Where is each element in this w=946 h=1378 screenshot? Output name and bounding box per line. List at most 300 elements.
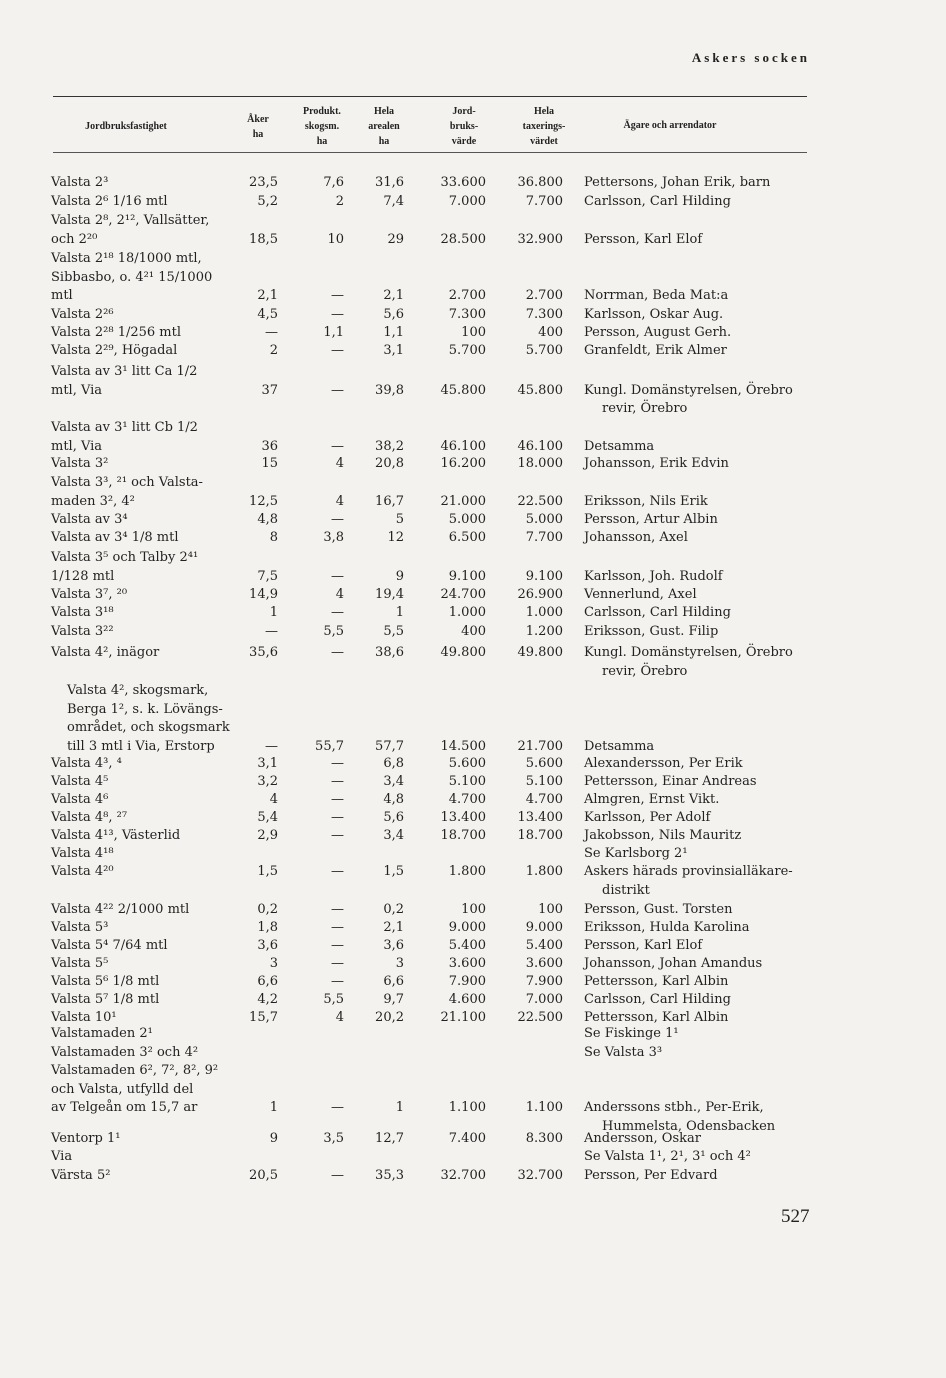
property-name-line: Valsta 2³ — [51, 175, 109, 190]
aker-value: 12,5 — [249, 493, 278, 509]
aker-value: 15,7 — [249, 1010, 278, 1025]
owner-name-line: Pettersson, Karl Albin — [584, 974, 729, 989]
skogsmark-value: — — [331, 1168, 344, 1183]
property-name-line: 1/128 mtl — [51, 568, 115, 584]
total-area-value: 1 — [395, 1100, 404, 1115]
aker-value: 3,6 — [257, 938, 278, 953]
property-name-line: Valsta 2²⁹, Högadal — [51, 343, 178, 358]
property-name — [51, 604, 239, 623]
property-name — [51, 1062, 239, 1118]
property-name — [51, 901, 239, 920]
skogsmark-value: — — [331, 382, 344, 398]
owner-name-line: Askers härads provinsialläkare- — [584, 864, 793, 879]
aker-value: 3 — [269, 956, 278, 971]
owner-name-line: Eriksson, Gust. Filip — [584, 624, 719, 639]
total-area-value: 38,2 — [375, 438, 404, 454]
skogsmark-value: — — [331, 645, 344, 660]
owner-name — [584, 738, 824, 757]
owner-name-line: Karlsson, Oskar Aug. — [584, 307, 724, 322]
total-area-value: 6,8 — [383, 756, 404, 771]
jordbruksvarde-value: 49.800 — [440, 645, 486, 660]
aker-value: 1 — [269, 1100, 278, 1115]
total-area-value: 7,4 — [383, 194, 404, 209]
property-name — [51, 1130, 239, 1149]
jordbruksvarde-value: 7.000 — [448, 194, 486, 209]
owner-name-line: Se Valsta 1¹, 2¹, 3¹ och 4² — [584, 1149, 751, 1164]
property-name-line: Valsta 3³, ²¹ och Valsta- — [51, 475, 203, 490]
aker-value: 2 — [269, 343, 278, 358]
jordbruksvarde-value: 4.700 — [448, 792, 486, 807]
skogsmark-value: — — [331, 920, 344, 935]
total-area-value: 9,7 — [383, 992, 404, 1007]
property-name-line: Valsta 4³, ⁴ — [51, 756, 122, 771]
owner-name — [584, 493, 824, 512]
property-name-line: Via — [51, 1149, 73, 1164]
total-area-value: 57,7 — [375, 738, 404, 754]
taxeringsvarde-value: 22.500 — [517, 493, 563, 509]
aker-value: 1,5 — [257, 864, 278, 879]
property-name — [51, 455, 239, 474]
jordbruksvarde-value: 14.500 — [440, 738, 486, 754]
property-name-line: Valsta 5⁷ 1/8 mtl — [51, 992, 160, 1007]
property-name-line: Valsta 5⁴ 7/64 mtl — [51, 938, 168, 953]
jordbruksvarde-value: 2.700 — [448, 288, 486, 303]
skogsmark-value: 5,5 — [323, 624, 344, 639]
owner-name — [584, 193, 824, 212]
property-name-line: Valsta 4²² 2/1000 mtl — [51, 902, 190, 917]
aker-value: — — [265, 738, 278, 754]
taxeringsvarde-value: 9.000 — [525, 920, 563, 935]
property-name — [51, 955, 239, 974]
jordbruksvarde-value: 21.000 — [440, 493, 486, 509]
property-name-line: Valsta 4¹⁸ — [51, 846, 114, 861]
taxeringsvarde-value: 3.600 — [525, 956, 563, 971]
jordbruksvarde-value: 21.100 — [440, 1010, 486, 1025]
owner-name — [584, 529, 824, 548]
taxeringsvarde-value: 2.700 — [525, 288, 563, 303]
property-name-line: Värsta 5² — [51, 1168, 111, 1183]
owner-name-line: Karlsson, Joh. Rudolf — [584, 568, 723, 584]
property-name-line: Valsta 2⁸, 2¹², Vallsätter, — [51, 213, 210, 228]
property-name — [51, 1148, 239, 1167]
property-name-line: och Valsta, utfylld del — [51, 1081, 194, 1097]
owner-name — [584, 827, 824, 846]
jordbruksvarde-value: 5.400 — [448, 938, 486, 953]
property-name-line: Valsta 4², inägor — [51, 645, 160, 660]
aker-value: 20,5 — [249, 1168, 278, 1183]
property-name-line: Valstamaden 6², 7², 8², 9² — [51, 1063, 219, 1078]
property-name-line: Valsta 4⁵ — [51, 774, 109, 789]
owner-name-line: Se Karlsborg 2¹ — [584, 846, 688, 861]
taxeringsvarde-value: 7.900 — [525, 974, 563, 989]
owner-name-line: revir, Örebro — [602, 663, 688, 679]
taxeringsvarde-value: 5.100 — [525, 774, 563, 789]
jordbruksvarde-value: 16.200 — [440, 456, 486, 471]
jordbruksvarde-value: 9.000 — [448, 920, 486, 935]
skogsmark-value: 55,7 — [315, 738, 344, 754]
property-name-line: Valsta av 3¹ litt Ca 1/2 — [51, 364, 198, 379]
taxeringsvarde-value: 13.400 — [517, 810, 563, 825]
property-name-line: Valsta 4²⁰ — [51, 864, 114, 879]
property-name — [51, 973, 239, 992]
aker-value: 23,5 — [249, 175, 278, 190]
owner-name — [584, 644, 824, 681]
owner-name-line: Persson, Artur Albin — [584, 512, 718, 527]
owner-name — [584, 438, 824, 457]
property-name — [51, 809, 239, 828]
property-name — [51, 511, 239, 530]
jordbruksvarde-value: 5.700 — [448, 343, 486, 358]
aker-value: 37 — [261, 382, 278, 398]
owner-name — [584, 324, 824, 343]
property-name-line: Valsta 2⁶ 1/16 mtl — [51, 194, 168, 209]
owner-name — [584, 455, 824, 474]
property-name-line: Valsta 3¹⁸ — [51, 605, 114, 620]
taxeringsvarde-value: 7.000 — [525, 992, 563, 1007]
owner-name-line: Kungl. Domänstyrelsen, Örebro — [584, 382, 793, 398]
property-name — [51, 363, 239, 400]
property-name-line: mtl — [51, 288, 73, 303]
owner-name-line: Persson, August Gerh. — [584, 325, 732, 340]
total-area-value: 2,1 — [383, 920, 404, 935]
owner-name — [584, 773, 824, 792]
owner-name — [584, 342, 824, 361]
owner-name — [584, 174, 824, 193]
owner-name-line: Detsamma — [584, 738, 655, 754]
total-area-value: 3,4 — [383, 774, 404, 789]
jordbruksvarde-value: 1.800 — [448, 864, 486, 879]
owner-name-line: Granfeldt, Erik Almer — [584, 343, 727, 358]
owner-name-line: Persson, Karl Elof — [584, 231, 703, 247]
aker-value: 3,1 — [257, 756, 278, 771]
property-name — [51, 419, 239, 456]
taxeringsvarde-value: 4.700 — [525, 792, 563, 807]
skogsmark-value: 3,8 — [323, 530, 344, 545]
aker-value: 0,2 — [257, 902, 278, 917]
property-name — [51, 644, 239, 663]
property-name-line: Valsta 2²⁸ 1/256 mtl — [51, 325, 182, 340]
property-name-line: Valsta 5⁵ — [51, 956, 109, 971]
property-name-line: av Telgeån om 15,7 ar — [51, 1100, 198, 1115]
total-area-value: 5 — [395, 512, 404, 527]
skogsmark-value: — — [331, 864, 344, 879]
owner-name-line: Alexandersson, Per Erik — [584, 756, 743, 771]
property-name-line: Valstamaden 2¹ — [51, 1026, 153, 1041]
owner-name — [584, 955, 824, 974]
owner-name-line: Carlsson, Carl Hilding — [584, 605, 731, 620]
col-header-jordbruksvarde: Jord- bruks- värde — [449, 106, 479, 147]
total-area-value: 16,7 — [375, 493, 404, 509]
jordbruksvarde-value: 28.500 — [440, 231, 486, 247]
taxeringsvarde-value: 21.700 — [517, 738, 563, 754]
taxeringsvarde-value: 49.800 — [517, 645, 563, 660]
aker-value: — — [265, 624, 278, 639]
aker-value: — — [265, 325, 278, 340]
skogsmark-value: 10 — [327, 231, 344, 247]
owner-name-line: Persson, Gust. Torsten — [584, 902, 733, 917]
owner-name-line: Johansson, Axel — [584, 530, 688, 545]
property-name — [51, 529, 239, 548]
total-area-value: 1 — [395, 605, 404, 620]
taxeringsvarde-value: 32.900 — [517, 231, 563, 247]
aker-value: 5,2 — [257, 194, 278, 209]
aker-value: 15 — [261, 456, 278, 471]
taxeringsvarde-value: 7.700 — [525, 530, 563, 545]
total-area-value: 3 — [395, 956, 404, 971]
skogsmark-value: — — [331, 1100, 344, 1115]
property-name-line: området, och skogsmark — [67, 720, 230, 735]
total-area-value: 39,8 — [375, 382, 404, 398]
property-name — [51, 324, 239, 343]
jordbruksvarde-value: 6.500 — [448, 530, 486, 545]
col-header-produkt: Produkt. skogsm. ha — [303, 106, 341, 147]
total-area-value: 20,8 — [375, 456, 404, 471]
property-name-line: Valsta 3²² — [51, 624, 114, 639]
aker-value: 2,9 — [257, 828, 278, 843]
taxeringsvarde-value: 45.800 — [517, 382, 563, 398]
property-name-line: Valsta 3² — [51, 456, 109, 471]
jordbruksvarde-value: 33.600 — [440, 175, 486, 190]
aker-value: 7,5 — [257, 568, 278, 584]
owner-name-line: distrikt — [602, 882, 650, 898]
owner-name — [584, 1167, 824, 1186]
total-area-value: 4,8 — [383, 792, 404, 807]
owner-name-line: Carlsson, Carl Hilding — [584, 194, 731, 209]
property-name-line: Valsta av 3⁴ — [51, 512, 128, 527]
taxeringsvarde-value: 36.800 — [517, 175, 563, 190]
owner-name-line: Pettersson, Karl Albin — [584, 1010, 729, 1025]
total-area-value: 12,7 — [375, 1131, 404, 1146]
property-name-line: Sibbasbo, o. 4²¹ 15/1000 — [51, 269, 213, 285]
owner-name — [584, 845, 824, 864]
owner-name — [584, 306, 824, 325]
owner-name-line: Kungl. Domänstyrelsen, Örebro — [584, 645, 793, 660]
skogsmark-value: — — [331, 810, 344, 825]
owner-name-line: Norrman, Beda Mat:a — [584, 288, 729, 303]
owner-name-line: Detsamma — [584, 438, 655, 454]
aker-value: 9 — [269, 1131, 278, 1146]
aker-value: 2,1 — [257, 288, 278, 303]
page-number: 527 — [781, 1206, 810, 1227]
aker-value: 4 — [269, 792, 278, 807]
owner-name — [584, 1044, 824, 1063]
owner-name-line: Persson, Per Edvard — [584, 1168, 718, 1183]
jordbruksvarde-value: 7.900 — [448, 974, 486, 989]
jordbruksvarde-value: 32.700 — [440, 1168, 486, 1183]
property-name — [51, 342, 239, 361]
skogsmark-value: 2 — [335, 194, 344, 209]
property-name-line: Valsta 10¹ — [51, 1010, 117, 1025]
total-area-value: 3,1 — [383, 343, 404, 358]
owner-name-line: Karlsson, Per Adolf — [584, 810, 711, 825]
taxeringsvarde-value: 5.600 — [525, 756, 563, 771]
jordbruksvarde-value: 400 — [461, 624, 486, 639]
jordbruksvarde-value: 5.000 — [448, 512, 486, 527]
property-name-line: Valsta 4⁶ — [51, 792, 109, 807]
owner-name-line: Hummelsta, Odensbacken — [602, 1118, 776, 1134]
skogsmark-value: 4 — [335, 1010, 344, 1025]
aker-value: 6,6 — [257, 974, 278, 989]
property-name-line: Valsta 5⁶ 1/8 mtl — [51, 974, 160, 989]
total-area-value: 35,3 — [375, 1168, 404, 1183]
property-name-line: Valsta 5³ — [51, 920, 109, 935]
jordbruksvarde-value: 5.600 — [448, 756, 486, 771]
property-name — [51, 586, 239, 605]
jordbruksvarde-value: 7.400 — [448, 1131, 486, 1146]
property-name-line: Valstamaden 3² och 4² — [51, 1045, 199, 1060]
taxeringsvarde-value: 5.700 — [525, 343, 563, 358]
taxeringsvarde-value: 1.000 — [525, 605, 563, 620]
total-area-value: 20,2 — [375, 1010, 404, 1025]
owner-name — [584, 919, 824, 938]
jordbruksvarde-value: 7.300 — [448, 307, 486, 322]
jordbruksvarde-value: 100 — [461, 902, 486, 917]
aker-value: 1 — [269, 605, 278, 620]
property-name — [51, 623, 239, 642]
property-name-line: maden 3², 4² — [51, 493, 135, 509]
skogsmark-value: 3,5 — [323, 1131, 344, 1146]
total-area-value: 38,6 — [375, 645, 404, 660]
aker-value: 1,8 — [257, 920, 278, 935]
jordbruksvarde-value: 46.100 — [440, 438, 486, 454]
owner-name — [584, 382, 824, 419]
jordbruksvarde-value: 9.100 — [448, 568, 486, 584]
owner-name — [584, 604, 824, 623]
jordbruksvarde-value: 3.600 — [448, 956, 486, 971]
property-name — [51, 1167, 239, 1186]
skogsmark-value: — — [331, 756, 344, 771]
property-name — [51, 845, 239, 864]
col-header-jordbruksfastighet: Jordbruksfastighet — [85, 121, 167, 132]
owner-name — [584, 809, 824, 828]
skogsmark-value: — — [331, 938, 344, 953]
total-area-value: 6,6 — [383, 974, 404, 989]
property-name — [51, 773, 239, 792]
property-name — [51, 306, 239, 325]
property-name-line: mtl, Via — [51, 382, 103, 398]
owner-name-line: Eriksson, Hulda Karolina — [584, 920, 750, 935]
jordbruksvarde-value: 4.600 — [448, 992, 486, 1007]
total-area-value: 5,6 — [383, 810, 404, 825]
property-name-line: Valsta av 3⁴ 1/8 mtl — [51, 530, 179, 545]
total-area-value: 3,4 — [383, 828, 404, 843]
skogsmark-value: — — [331, 774, 344, 789]
total-area-value: 19,4 — [375, 587, 404, 602]
taxeringsvarde-value: 32.700 — [517, 1168, 563, 1183]
aker-value: 4,8 — [257, 512, 278, 527]
skogsmark-value: — — [331, 307, 344, 322]
taxeringsvarde-value: 8.300 — [525, 1131, 563, 1146]
col-header-agare: Ägare och arrendator — [623, 120, 717, 131]
owner-name — [584, 991, 824, 1010]
total-area-value: 9 — [395, 568, 404, 584]
owner-name-line: Carlsson, Carl Hilding — [584, 992, 731, 1007]
property-name — [51, 863, 239, 882]
taxeringsvarde-value: 26.900 — [517, 587, 563, 602]
property-name-line: Valsta 2¹⁸ 18/1000 mtl, — [51, 251, 202, 266]
running-title: Askers socken — [691, 50, 810, 65]
property-name-line: Valsta 4¹³, Västerlid — [51, 828, 181, 843]
owner-name-line: Anderssons stbh., Per-Erik, — [584, 1100, 764, 1115]
skogsmark-value: 5,5 — [323, 992, 344, 1007]
taxeringsvarde-value: 100 — [538, 902, 563, 917]
owner-name — [584, 287, 824, 306]
property-name — [51, 991, 239, 1010]
jordbruksvarde-value: 5.100 — [448, 774, 486, 789]
owner-name-line: Persson, Karl Elof — [584, 938, 703, 953]
skogsmark-value: 1,1 — [323, 325, 344, 340]
col-header-aker: Åker ha — [247, 114, 269, 140]
owner-name — [584, 231, 824, 250]
owner-name — [584, 1130, 824, 1149]
skogsmark-value: — — [331, 792, 344, 807]
property-name-line: Valsta 4⁸, ²⁷ — [51, 810, 128, 825]
jordbruksvarde-value: 45.800 — [440, 382, 486, 398]
taxeringsvarde-value: 18.000 — [517, 456, 563, 471]
property-name-line: Valsta av 3¹ litt Cb 1/2 — [51, 420, 198, 435]
owner-name — [584, 568, 824, 587]
property-name — [51, 174, 239, 193]
skogsmark-value: — — [331, 512, 344, 527]
property-name — [51, 474, 239, 511]
aker-value: 35,6 — [249, 645, 278, 660]
skogsmark-value: — — [331, 568, 344, 584]
property-name — [51, 791, 239, 810]
owner-name-line: Eriksson, Nils Erik — [584, 493, 708, 509]
skogsmark-value: — — [331, 974, 344, 989]
owner-name-line: Almgren, Ernst Vikt. — [584, 792, 720, 807]
owner-name — [584, 623, 824, 642]
jordbruksvarde-value: 1.000 — [448, 605, 486, 620]
owner-name-line: Johansson, Johan Amandus — [584, 956, 763, 971]
skogsmark-value: — — [331, 902, 344, 917]
property-name-line: till 3 mtl i Via, Erstorp — [67, 738, 215, 754]
taxeringsvarde-value: 7.300 — [525, 307, 563, 322]
jordbruksvarde-value: 13.400 — [440, 810, 486, 825]
aker-value: 4,5 — [257, 307, 278, 322]
owner-name-line: Andersson, Oskar — [584, 1131, 701, 1146]
property-name-line: Valsta 2²⁶ — [51, 307, 114, 322]
total-area-value: 1,1 — [383, 325, 404, 340]
property-name-line: Valsta 3⁷, ²⁰ — [51, 587, 128, 602]
aker-value: 5,4 — [257, 810, 278, 825]
skogsmark-value: — — [331, 288, 344, 303]
total-area-value: 1,5 — [383, 864, 404, 879]
owner-name-line: Johansson, Erik Edvin — [584, 456, 729, 471]
skogsmark-value: — — [331, 605, 344, 620]
taxeringsvarde-value: 5.000 — [525, 512, 563, 527]
col-header-taxeringsvardet: Hela taxerings- värdet — [522, 106, 566, 147]
owner-name — [584, 586, 824, 605]
total-area-value: 2,1 — [383, 288, 404, 303]
taxeringsvarde-value: 46.100 — [517, 438, 563, 454]
owner-name-line: Se Fiskinge 1¹ — [584, 1026, 679, 1041]
skogsmark-value: 4 — [335, 456, 344, 471]
taxeringsvarde-value: 22.500 — [517, 1010, 563, 1025]
skogsmark-value: 4 — [335, 493, 344, 509]
total-area-value: 12 — [387, 530, 404, 545]
property-name — [51, 549, 239, 586]
taxeringsvarde-value: 18.700 — [517, 828, 563, 843]
skogsmark-value: — — [331, 438, 344, 454]
skogsmark-value: 4 — [335, 587, 344, 602]
total-area-value: 0,2 — [383, 902, 404, 917]
aker-value: 4,2 — [257, 992, 278, 1007]
taxeringsvarde-value: 400 — [538, 325, 563, 340]
property-name — [51, 919, 239, 938]
skogsmark-value: — — [331, 828, 344, 843]
owner-name-line: Pettersson, Einar Andreas — [584, 774, 757, 789]
